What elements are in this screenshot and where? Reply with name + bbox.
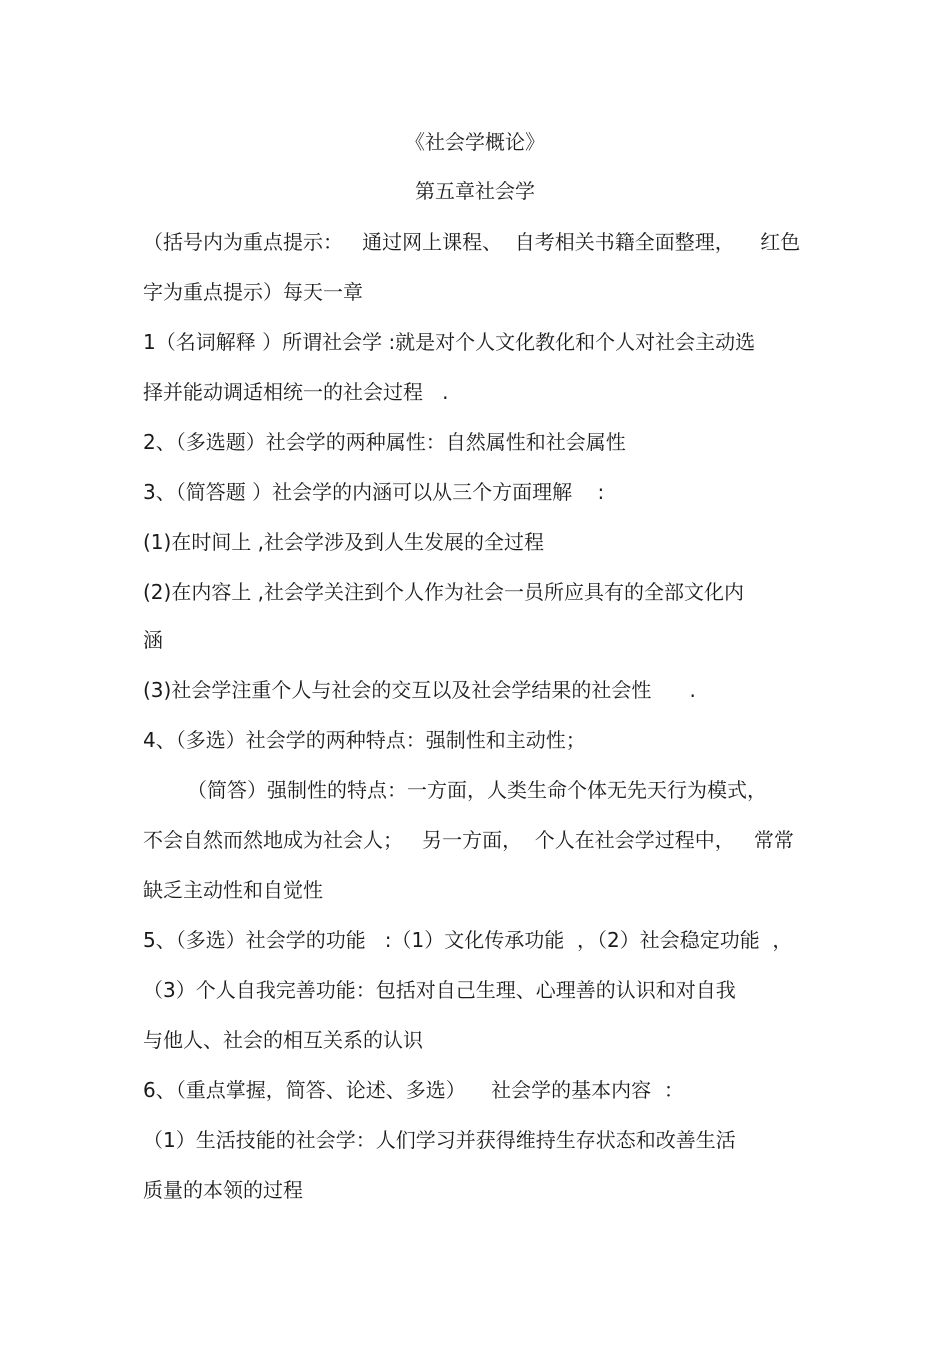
item-5-line-2: （3）个人自我完善功能：包括对自己生理、心理善的认识和对自我 xyxy=(143,978,736,1002)
item-3-point-2-line-1: (2)在内容上 ,社会学关注到个人作为社会一员所应具有的全部文化内 xyxy=(143,580,745,604)
item-6-heading: 6、（重点掌握，简答、论述、多选） 社会学的基本内容 ： xyxy=(143,1078,684,1102)
intro-note-line-2: 字为重点提示）每天一章 xyxy=(143,280,363,304)
item-4-detail-line-2: 不会自然而然地成为社会人； 另一方面， 个人在社会学过程中， 常常 xyxy=(143,828,794,852)
item-3-point-2-line-2: 涵 xyxy=(143,628,163,652)
item-6-point-1-line-2: 质量的本领的过程 xyxy=(143,1178,303,1202)
intro-note-line-1: （括号内为重点提示： 通过网上课程、 自考相关书籍全面整理， 红色 xyxy=(143,230,801,254)
document-title: 《社会学概论》 xyxy=(405,130,545,154)
item-3-point-1: (1)在时间上 ,社会学涉及到人生发展的全过程 xyxy=(143,530,545,554)
item-1-line-2: 择并能动调适相统一的社会过程 . xyxy=(143,380,449,404)
item-6-point-1-line-1: （1）生活技能的社会学：人们学习并获得维持生存状态和改善生活 xyxy=(143,1128,736,1152)
chapter-heading: 第五章社会学 xyxy=(415,179,535,203)
item-1-line-1: 1（名词解释 ）所谓社会学 :就是对个人文化教化和个人对社会主动选 xyxy=(143,330,756,354)
item-2: 2、（多选题）社会学的两种属性：自然属性和社会属性 xyxy=(143,430,626,454)
item-4: 4、（多选）社会学的两种特点：强制性和主动性； xyxy=(143,728,586,752)
item-4-detail-line-1: （简答）强制性的特点：一方面，人类生命个体无先天行为模式， xyxy=(187,778,767,802)
item-4-detail-line-3: 缺乏主动性和自觉性 xyxy=(143,878,323,902)
item-5-line-3: 与他人、社会的相互关系的认识 xyxy=(143,1028,423,1052)
item-3-heading: 3、（简答题 ）社会学的内涵可以从三个方面理解 : xyxy=(143,480,605,504)
item-3-point-3: (3)社会学注重个人与社会的交互以及社会学结果的社会性 . xyxy=(143,678,696,702)
item-5-line-1: 5、（多选）社会学的功能 :（1）文化传承功能 ，（2）社会稳定功能 ， xyxy=(143,928,793,952)
